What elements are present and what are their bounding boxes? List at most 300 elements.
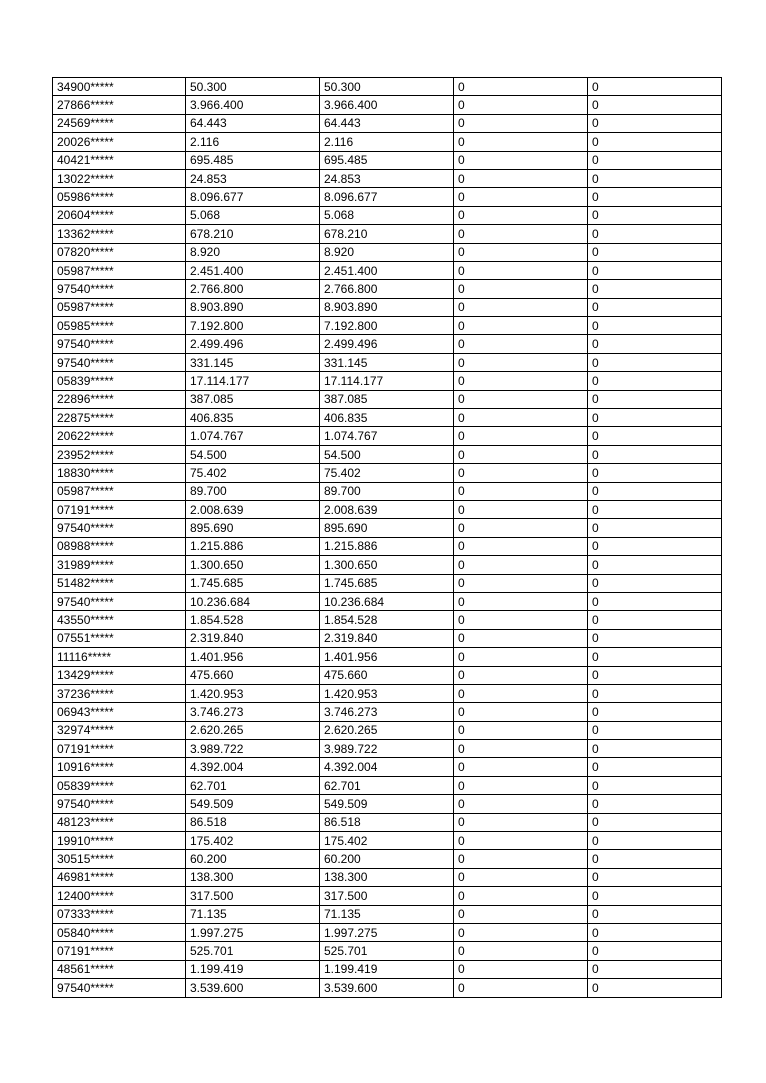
zero-cell-a: 0	[454, 114, 588, 132]
zero-cell-a: 0	[454, 390, 588, 408]
table-row	[53, 537, 722, 555]
amount-repeat-cell: 695.485	[320, 151, 454, 169]
amount-cell: 75.402	[186, 464, 320, 482]
zero-cell-a: 0	[454, 629, 588, 647]
zero-cell-a: 0	[454, 832, 588, 850]
amount-cell: 3.539.600	[186, 979, 320, 997]
table-row	[53, 464, 722, 482]
table-row	[53, 78, 722, 96]
id-cell: 07191*****	[53, 500, 186, 518]
table-row	[53, 813, 722, 831]
id-cell: 20604*****	[53, 206, 186, 224]
id-cell: 05985*****	[53, 317, 186, 335]
zero-cell-b: 0	[588, 648, 722, 666]
amount-repeat-cell: 50.300	[320, 78, 454, 96]
table-row	[53, 666, 722, 684]
id-cell: 24569*****	[53, 114, 186, 132]
amount-repeat-cell: 10.236.684	[320, 592, 454, 610]
zero-cell-b: 0	[588, 390, 722, 408]
table-row	[53, 96, 722, 114]
zero-cell-b: 0	[588, 942, 722, 960]
amount-cell: 2.116	[186, 133, 320, 151]
zero-cell-a: 0	[454, 979, 588, 997]
table-row	[53, 409, 722, 427]
amount-repeat-cell: 8.096.677	[320, 188, 454, 206]
zero-cell-a: 0	[454, 905, 588, 923]
id-cell: 06943*****	[53, 703, 186, 721]
amount-repeat-cell: 1.215.886	[320, 537, 454, 555]
data-table	[52, 77, 722, 998]
zero-cell-a: 0	[454, 850, 588, 868]
zero-cell-b: 0	[588, 611, 722, 629]
zero-cell-a: 0	[454, 353, 588, 371]
amount-repeat-cell: 387.085	[320, 390, 454, 408]
zero-cell-b: 0	[588, 556, 722, 574]
zero-cell-b: 0	[588, 813, 722, 831]
zero-cell-b: 0	[588, 225, 722, 243]
zero-cell-b: 0	[588, 923, 722, 941]
amount-repeat-cell: 406.835	[320, 409, 454, 427]
zero-cell-b: 0	[588, 979, 722, 997]
id-cell: 51482*****	[53, 574, 186, 592]
amount-repeat-cell: 317.500	[320, 887, 454, 905]
zero-cell-b: 0	[588, 280, 722, 298]
amount-repeat-cell: 3.966.400	[320, 96, 454, 114]
zero-cell-a: 0	[454, 556, 588, 574]
amount-cell: 525.701	[186, 942, 320, 960]
zero-cell-a: 0	[454, 409, 588, 427]
table-row	[53, 611, 722, 629]
table-row	[53, 353, 722, 371]
zero-cell-b: 0	[588, 850, 722, 868]
zero-cell-b: 0	[588, 133, 722, 151]
zero-cell-b: 0	[588, 427, 722, 445]
id-cell: 97540*****	[53, 519, 186, 537]
zero-cell-a: 0	[454, 445, 588, 463]
amount-cell: 475.660	[186, 666, 320, 684]
amount-cell: 895.690	[186, 519, 320, 537]
id-cell: 07191*****	[53, 942, 186, 960]
zero-cell-b: 0	[588, 776, 722, 794]
zero-cell-a: 0	[454, 758, 588, 776]
amount-repeat-cell: 89.700	[320, 482, 454, 500]
id-cell: 48123*****	[53, 813, 186, 831]
zero-cell-b: 0	[588, 537, 722, 555]
zero-cell-b: 0	[588, 703, 722, 721]
id-cell: 27866*****	[53, 96, 186, 114]
zero-cell-a: 0	[454, 684, 588, 702]
amount-cell: 3.989.722	[186, 740, 320, 758]
table-row	[53, 850, 722, 868]
zero-cell-a: 0	[454, 813, 588, 831]
amount-repeat-cell: 895.690	[320, 519, 454, 537]
zero-cell-b: 0	[588, 206, 722, 224]
amount-cell: 2.319.840	[186, 629, 320, 647]
table-row	[53, 740, 722, 758]
zero-cell-b: 0	[588, 261, 722, 279]
amount-repeat-cell: 86.518	[320, 813, 454, 831]
amount-repeat-cell: 71.135	[320, 905, 454, 923]
table-row	[53, 574, 722, 592]
id-cell: 40421*****	[53, 151, 186, 169]
table-row	[53, 795, 722, 813]
zero-cell-a: 0	[454, 482, 588, 500]
zero-cell-b: 0	[588, 887, 722, 905]
amount-cell: 2.008.639	[186, 500, 320, 518]
amount-cell: 406.835	[186, 409, 320, 427]
amount-cell: 1.074.767	[186, 427, 320, 445]
amount-cell: 3.966.400	[186, 96, 320, 114]
id-cell: 97540*****	[53, 353, 186, 371]
amount-repeat-cell: 17.114.177	[320, 372, 454, 390]
amount-cell: 1.401.956	[186, 648, 320, 666]
zero-cell-b: 0	[588, 574, 722, 592]
id-cell: 97540*****	[53, 592, 186, 610]
zero-cell-a: 0	[454, 776, 588, 794]
zero-cell-b: 0	[588, 721, 722, 739]
amount-repeat-cell: 525.701	[320, 942, 454, 960]
amount-repeat-cell: 24.853	[320, 169, 454, 187]
table-row	[53, 758, 722, 776]
zero-cell-a: 0	[454, 703, 588, 721]
table-row	[53, 261, 722, 279]
id-cell: 20026*****	[53, 133, 186, 151]
table-row	[53, 519, 722, 537]
id-cell: 05839*****	[53, 776, 186, 794]
table-row	[53, 629, 722, 647]
id-cell: 13362*****	[53, 225, 186, 243]
zero-cell-a: 0	[454, 923, 588, 941]
amount-repeat-cell: 62.701	[320, 776, 454, 794]
amount-repeat-cell: 4.392.004	[320, 758, 454, 776]
amount-cell: 50.300	[186, 78, 320, 96]
amount-cell: 24.853	[186, 169, 320, 187]
id-cell: 07333*****	[53, 905, 186, 923]
table-row	[53, 703, 722, 721]
amount-cell: 8.903.890	[186, 298, 320, 316]
id-cell: 97540*****	[53, 979, 186, 997]
amount-repeat-cell: 54.500	[320, 445, 454, 463]
zero-cell-b: 0	[588, 684, 722, 702]
table-row	[53, 887, 722, 905]
table-row	[53, 979, 722, 997]
amount-cell: 175.402	[186, 832, 320, 850]
amount-cell: 695.485	[186, 151, 320, 169]
table-row	[53, 298, 722, 316]
zero-cell-a: 0	[454, 648, 588, 666]
table-row	[53, 648, 722, 666]
id-cell: 37236*****	[53, 684, 186, 702]
id-cell: 07820*****	[53, 243, 186, 261]
id-cell: 31989*****	[53, 556, 186, 574]
amount-cell: 317.500	[186, 887, 320, 905]
zero-cell-a: 0	[454, 721, 588, 739]
zero-cell-a: 0	[454, 261, 588, 279]
amount-repeat-cell: 8.903.890	[320, 298, 454, 316]
amount-cell: 64.443	[186, 114, 320, 132]
amount-repeat-cell: 2.620.265	[320, 721, 454, 739]
table-body	[53, 78, 722, 998]
id-cell: 05986*****	[53, 188, 186, 206]
zero-cell-b: 0	[588, 519, 722, 537]
amount-cell: 86.518	[186, 813, 320, 831]
zero-cell-a: 0	[454, 427, 588, 445]
zero-cell-b: 0	[588, 905, 722, 923]
table-row	[53, 960, 722, 978]
zero-cell-a: 0	[454, 151, 588, 169]
amount-repeat-cell: 3.989.722	[320, 740, 454, 758]
id-cell: 05839*****	[53, 372, 186, 390]
amount-repeat-cell: 1.420.953	[320, 684, 454, 702]
zero-cell-b: 0	[588, 500, 722, 518]
id-cell: 18830*****	[53, 464, 186, 482]
zero-cell-b: 0	[588, 832, 722, 850]
zero-cell-b: 0	[588, 795, 722, 813]
zero-cell-a: 0	[454, 960, 588, 978]
zero-cell-a: 0	[454, 372, 588, 390]
amount-cell: 89.700	[186, 482, 320, 500]
zero-cell-a: 0	[454, 225, 588, 243]
table-row	[53, 335, 722, 353]
zero-cell-a: 0	[454, 500, 588, 518]
zero-cell-a: 0	[454, 666, 588, 684]
amount-cell: 1.215.886	[186, 537, 320, 555]
amount-cell: 1.420.953	[186, 684, 320, 702]
id-cell: 48561*****	[53, 960, 186, 978]
amount-cell: 60.200	[186, 850, 320, 868]
id-cell: 10916*****	[53, 758, 186, 776]
zero-cell-b: 0	[588, 114, 722, 132]
zero-cell-b: 0	[588, 96, 722, 114]
table-row	[53, 390, 722, 408]
amount-cell: 331.145	[186, 353, 320, 371]
amount-cell: 138.300	[186, 868, 320, 886]
amount-cell: 387.085	[186, 390, 320, 408]
id-cell: 30515*****	[53, 850, 186, 868]
zero-cell-a: 0	[454, 574, 588, 592]
amount-repeat-cell: 2.008.639	[320, 500, 454, 518]
amount-cell: 2.620.265	[186, 721, 320, 739]
amount-repeat-cell: 8.920	[320, 243, 454, 261]
amount-repeat-cell: 678.210	[320, 225, 454, 243]
table-row	[53, 776, 722, 794]
zero-cell-a: 0	[454, 335, 588, 353]
table-row	[53, 169, 722, 187]
amount-repeat-cell: 3.539.600	[320, 979, 454, 997]
amount-repeat-cell: 475.660	[320, 666, 454, 684]
zero-cell-a: 0	[454, 298, 588, 316]
id-cell: 11116*****	[53, 648, 186, 666]
amount-repeat-cell: 2.499.496	[320, 335, 454, 353]
amount-repeat-cell: 1.854.528	[320, 611, 454, 629]
table-row	[53, 206, 722, 224]
zero-cell-a: 0	[454, 464, 588, 482]
zero-cell-b: 0	[588, 464, 722, 482]
zero-cell-a: 0	[454, 740, 588, 758]
amount-cell: 5.068	[186, 206, 320, 224]
amount-cell: 8.920	[186, 243, 320, 261]
table-row	[53, 684, 722, 702]
id-cell: 05987*****	[53, 482, 186, 500]
zero-cell-a: 0	[454, 317, 588, 335]
table-row	[53, 427, 722, 445]
amount-repeat-cell: 2.766.800	[320, 280, 454, 298]
id-cell: 08988*****	[53, 537, 186, 555]
zero-cell-b: 0	[588, 335, 722, 353]
zero-cell-a: 0	[454, 537, 588, 555]
zero-cell-a: 0	[454, 96, 588, 114]
table-row	[53, 317, 722, 335]
amount-repeat-cell: 2.451.400	[320, 261, 454, 279]
table-row	[53, 721, 722, 739]
amount-repeat-cell: 1.300.650	[320, 556, 454, 574]
zero-cell-b: 0	[588, 445, 722, 463]
amount-cell: 1.997.275	[186, 923, 320, 941]
amount-cell: 10.236.684	[186, 592, 320, 610]
id-cell: 05987*****	[53, 261, 186, 279]
amount-cell: 4.392.004	[186, 758, 320, 776]
zero-cell-a: 0	[454, 795, 588, 813]
table-row	[53, 500, 722, 518]
id-cell: 13022*****	[53, 169, 186, 187]
table-row	[53, 445, 722, 463]
id-cell: 13429*****	[53, 666, 186, 684]
table-row	[53, 556, 722, 574]
zero-cell-b: 0	[588, 482, 722, 500]
table-row	[53, 225, 722, 243]
zero-cell-b: 0	[588, 372, 722, 390]
table-row	[53, 923, 722, 941]
amount-repeat-cell: 5.068	[320, 206, 454, 224]
amount-repeat-cell: 7.192.800	[320, 317, 454, 335]
zero-cell-b: 0	[588, 317, 722, 335]
zero-cell-a: 0	[454, 519, 588, 537]
id-cell: 20622*****	[53, 427, 186, 445]
amount-repeat-cell: 3.746.273	[320, 703, 454, 721]
amount-repeat-cell: 1.074.767	[320, 427, 454, 445]
zero-cell-b: 0	[588, 353, 722, 371]
zero-cell-a: 0	[454, 133, 588, 151]
amount-cell: 62.701	[186, 776, 320, 794]
table-row	[53, 280, 722, 298]
table-row	[53, 905, 722, 923]
zero-cell-b: 0	[588, 868, 722, 886]
table-row	[53, 114, 722, 132]
zero-cell-b: 0	[588, 151, 722, 169]
amount-repeat-cell: 175.402	[320, 832, 454, 850]
id-cell: 05840*****	[53, 923, 186, 941]
table-row	[53, 832, 722, 850]
table-row	[53, 188, 722, 206]
zero-cell-a: 0	[454, 942, 588, 960]
zero-cell-a: 0	[454, 887, 588, 905]
amount-cell: 2.499.496	[186, 335, 320, 353]
id-cell: 19910*****	[53, 832, 186, 850]
zero-cell-b: 0	[588, 243, 722, 261]
id-cell: 43550*****	[53, 611, 186, 629]
amount-repeat-cell: 75.402	[320, 464, 454, 482]
id-cell: 22896*****	[53, 390, 186, 408]
amount-repeat-cell: 2.116	[320, 133, 454, 151]
amount-cell: 3.746.273	[186, 703, 320, 721]
zero-cell-a: 0	[454, 206, 588, 224]
id-cell: 07551*****	[53, 629, 186, 647]
amount-cell: 2.766.800	[186, 280, 320, 298]
zero-cell-b: 0	[588, 298, 722, 316]
amount-repeat-cell: 1.401.956	[320, 648, 454, 666]
zero-cell-b: 0	[588, 758, 722, 776]
amount-cell: 678.210	[186, 225, 320, 243]
table-row	[53, 372, 722, 390]
amount-cell: 549.509	[186, 795, 320, 813]
id-cell: 22875*****	[53, 409, 186, 427]
zero-cell-a: 0	[454, 169, 588, 187]
zero-cell-a: 0	[454, 280, 588, 298]
zero-cell-a: 0	[454, 243, 588, 261]
zero-cell-b: 0	[588, 960, 722, 978]
amount-cell: 54.500	[186, 445, 320, 463]
amount-cell: 2.451.400	[186, 261, 320, 279]
zero-cell-b: 0	[588, 169, 722, 187]
amount-cell: 71.135	[186, 905, 320, 923]
amount-cell: 7.192.800	[186, 317, 320, 335]
amount-repeat-cell: 331.145	[320, 353, 454, 371]
amount-repeat-cell: 2.319.840	[320, 629, 454, 647]
id-cell: 05987*****	[53, 298, 186, 316]
zero-cell-b: 0	[588, 592, 722, 610]
amount-repeat-cell: 1.199.419	[320, 960, 454, 978]
id-cell: 97540*****	[53, 335, 186, 353]
amount-cell: 1.300.650	[186, 556, 320, 574]
amount-repeat-cell: 138.300	[320, 868, 454, 886]
amount-cell: 8.096.677	[186, 188, 320, 206]
table-row	[53, 482, 722, 500]
amount-cell: 17.114.177	[186, 372, 320, 390]
id-cell: 46981*****	[53, 868, 186, 886]
zero-cell-b: 0	[588, 78, 722, 96]
amount-cell: 1.745.685	[186, 574, 320, 592]
amount-repeat-cell: 549.509	[320, 795, 454, 813]
amount-repeat-cell: 60.200	[320, 850, 454, 868]
zero-cell-a: 0	[454, 592, 588, 610]
amount-repeat-cell: 1.745.685	[320, 574, 454, 592]
id-cell: 07191*****	[53, 740, 186, 758]
amount-repeat-cell: 64.443	[320, 114, 454, 132]
amount-cell: 1.854.528	[186, 611, 320, 629]
table-row	[53, 243, 722, 261]
zero-cell-b: 0	[588, 740, 722, 758]
id-cell: 97540*****	[53, 280, 186, 298]
id-cell: 32974*****	[53, 721, 186, 739]
id-cell: 34900*****	[53, 78, 186, 96]
amount-cell: 1.199.419	[186, 960, 320, 978]
zero-cell-b: 0	[588, 666, 722, 684]
zero-cell-a: 0	[454, 868, 588, 886]
id-cell: 12400*****	[53, 887, 186, 905]
zero-cell-b: 0	[588, 629, 722, 647]
table-row	[53, 133, 722, 151]
zero-cell-a: 0	[454, 78, 588, 96]
table-row	[53, 592, 722, 610]
zero-cell-b: 0	[588, 188, 722, 206]
id-cell: 23952*****	[53, 445, 186, 463]
zero-cell-b: 0	[588, 409, 722, 427]
table-row	[53, 151, 722, 169]
id-cell: 97540*****	[53, 795, 186, 813]
zero-cell-a: 0	[454, 188, 588, 206]
amount-repeat-cell: 1.997.275	[320, 923, 454, 941]
table-row	[53, 868, 722, 886]
